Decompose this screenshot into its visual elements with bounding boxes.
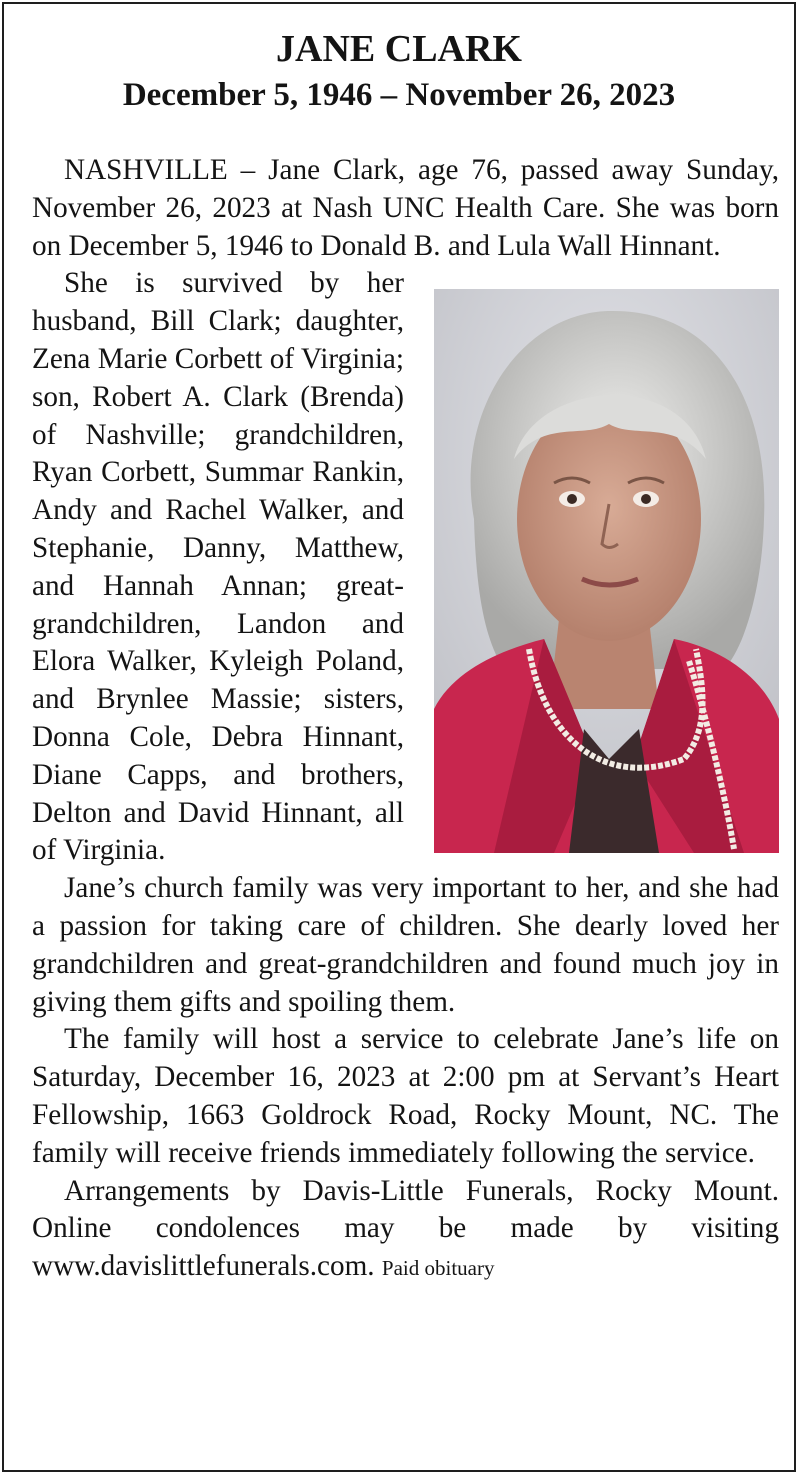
paragraph-intro: NASHVILLE – Jane Clark, age 76, passed away Sunday, November 26, 2023 at Nash UNC Health Care. She was born on December 5, 1946 to Donald B. and Lula Wall Hinnant. <box>32 154 779 262</box>
paragraph-survivors: She is survived by her husband, Bill Clark; daughter, Zena Marie Corbett of Virginia; son, Robert A. Clark (Brenda) of Nashville; grandchildren, Ryan Corbett, Summar Rankin, Andy and Rachel Walker, and Stephanie, Danny, Matthew, and Hannah Annan; great-grandchildren, Landon and Elora Walker, Kyleigh Poland, and Brynlee Massie; sisters, Donna Cole, Debra Hinnant, Diane Capps, and brothers, Delton and David Hinnant, all of Virginia. <box>32 267 404 867</box>
arrangements-text: Arrangements by Davis-Little Funerals, Rocky Mount. Online condolences may be made by visiting www.davislittlefunerals.com. <box>32 1174 779 1283</box>
obituary-body <box>32 152 779 1288</box>
paragraph-arrangements <box>32 1173 779 1288</box>
paragraph-church: Jane’s church family was very important to her, and she had a passion for taking care of children. She dearly loved her grandchildren and great-grandchildren and found much joy in giving them gifts and spoiling them. <box>32 872 779 1018</box>
portrait-image <box>434 289 779 853</box>
paragraph-service: The family will host a service to celebrate Jane’s life on Saturday, December 16, 2023 at 2:00 pm at Servant’s Heart Fellowship, 1663 Goldrock Road, Rocky Mount, NC. The family will receive friends immediately following the service. <box>32 1023 779 1169</box>
portrait-photo <box>434 289 779 853</box>
obituary-frame <box>2 2 796 1472</box>
obituary-dates: December 5, 1946 – November 26, 2023 <box>122 77 676 113</box>
paid-obituary-label: Paid obituary <box>381 1256 495 1281</box>
obituary-name: JANE CLARK <box>276 28 522 70</box>
